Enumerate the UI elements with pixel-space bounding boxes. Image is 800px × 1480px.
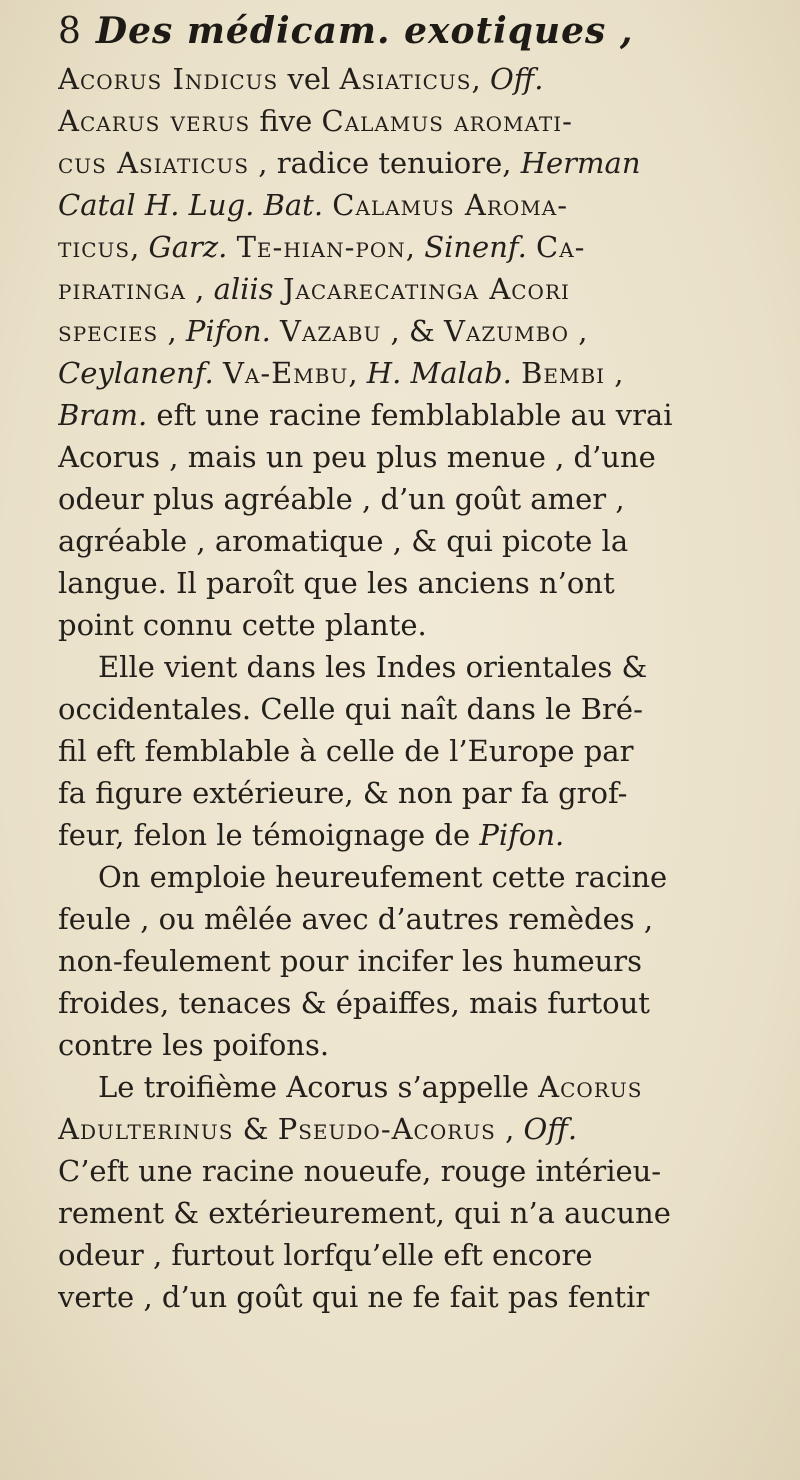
text-line: [58, 520, 778, 562]
text-line: [58, 982, 778, 1024]
text-segment: [323, 188, 332, 222]
text-segment: ,: [495, 1112, 524, 1146]
text-segment: Calamus aromati-: [321, 104, 573, 138]
text-segment: contre les poifons.: [58, 1028, 330, 1062]
text-segment: &: [233, 1112, 278, 1146]
text-segment: Garz.: [148, 230, 228, 264]
text-line: [58, 394, 778, 436]
text-line: [58, 436, 778, 478]
text-line: [58, 646, 778, 688]
text-segment: Herman: [520, 146, 641, 180]
text-segment: verte , d’un goût qui ne fe fait pas fentir: [58, 1280, 650, 1314]
text-segment: fil eft femblable à celle de l’Europe par: [58, 734, 634, 768]
text-segment: Calamus Aroma-: [332, 188, 569, 222]
text-segment: [227, 230, 236, 264]
text-line: [58, 310, 778, 352]
text-segment: ,: [130, 230, 149, 264]
text-segment: ,: [569, 314, 588, 348]
page-number: 8: [58, 11, 82, 52]
text-segment: five: [250, 104, 322, 138]
text-segment: Bembi: [521, 356, 606, 390]
text-segment: ,: [185, 272, 214, 306]
text-segment: Vazabu: [280, 314, 382, 348]
text-segment: rement & extérieurement, qui n’a aucune: [58, 1196, 671, 1230]
text-line: [58, 100, 778, 142]
text-segment: piratinga: [58, 272, 186, 306]
text-segment: Acorus: [538, 1070, 643, 1104]
text-segment: ,: [605, 356, 624, 390]
text-line: [58, 352, 778, 394]
text-segment: Off.: [523, 1112, 578, 1146]
text-segment: aliis: [213, 272, 274, 306]
text-segment: eft une racine femblablable au vrai: [147, 398, 673, 432]
text-segment: [274, 272, 283, 306]
text-segment: odeur , furtout lorfqu’elle eft encore: [58, 1238, 593, 1272]
text-segment: Acorus , mais un peu plus menue , d’une: [58, 440, 656, 474]
text-segment: Catal H. Lug. Bat.: [58, 188, 324, 222]
text-segment: Off.: [489, 62, 544, 96]
text-line: [58, 1024, 778, 1066]
text-segment: Sinenf.: [424, 230, 527, 264]
text-segment: Ceylanenf.: [58, 356, 214, 390]
text-segment: [512, 356, 521, 390]
text-line: [58, 1108, 778, 1150]
text-segment: , radice tenuiore,: [249, 146, 521, 180]
text-segment: ,: [471, 62, 490, 96]
text-line: [58, 772, 778, 814]
text-line: [58, 730, 778, 772]
text-segment: Pifon.: [185, 314, 271, 348]
text-line: [58, 478, 778, 520]
text-segment: [527, 230, 536, 264]
text-line: [58, 898, 778, 940]
text-segment: Ca-: [536, 230, 586, 264]
text-segment: langue. Il paroît que les anciens n’ont: [58, 566, 615, 600]
text-segment: Le troifième Acorus s’appelle: [98, 1070, 539, 1104]
running-title: Des médicam. exotiques ,: [95, 10, 634, 52]
text-line: [58, 814, 778, 856]
text-segment: point connu cette plante.: [58, 608, 427, 642]
text-line: [58, 142, 778, 184]
text-segment: Jacarecatinga Acori: [282, 272, 570, 306]
text-line: [58, 1234, 778, 1276]
text-line: [58, 58, 778, 100]
text-segment: Acarus verus: [58, 104, 251, 138]
text-segment: vel: [278, 62, 340, 96]
text-segment: ,: [405, 230, 425, 264]
text-segment: Acorus Indicus: [58, 62, 279, 96]
body-text: [58, 58, 778, 1318]
text-segment: non-feulement pour incifer les humeurs: [58, 944, 643, 978]
text-segment: Elle vient dans les Indes orientales &: [98, 650, 648, 684]
text-segment: ,: [158, 314, 186, 348]
text-segment: feule , ou mêlée avec d’autres remèdes ,: [58, 902, 654, 936]
text-segment: agréable , aromatique , & qui picote la: [58, 524, 629, 558]
text-segment: Asiaticus: [339, 62, 472, 96]
text-segment: odeur plus agréable , d’un goût amer ,: [58, 482, 625, 516]
text-line: [58, 184, 778, 226]
text-segment: Te-hian-pon: [236, 230, 406, 264]
text-segment: feur, felon le témoignage de: [58, 818, 480, 852]
text-segment: Adulterinus: [58, 1112, 234, 1146]
text-line: [58, 1150, 778, 1192]
text-segment: fa figure extérieure, & non par fa grof-: [58, 776, 628, 810]
text-segment: Pseudo-Acorus: [277, 1112, 496, 1146]
text-segment: [271, 314, 280, 348]
text-segment: Bram.: [58, 398, 148, 432]
text-line: [58, 1066, 778, 1108]
text-segment: H. Malab.: [366, 356, 512, 390]
text-segment: , &: [381, 314, 444, 348]
text-line: [58, 562, 778, 604]
text-segment: occidentales. Celle qui naît dans le Bré-: [58, 692, 643, 726]
text-line: [58, 604, 778, 646]
text-segment: species: [58, 314, 159, 348]
text-segment: On emploie heureufement cette racine: [98, 860, 668, 894]
text-segment: C’eft une racine noueufe, rouge intérieu-: [58, 1154, 662, 1188]
text-segment: froides, tenaces & épaiffes, mais furtout: [58, 986, 650, 1020]
text-line: [58, 268, 778, 310]
text-segment: Va-Embu: [222, 356, 349, 390]
text-segment: [214, 356, 223, 390]
text-line: [58, 940, 778, 982]
text-line: [58, 856, 778, 898]
text-segment: Vazumbo: [444, 314, 570, 348]
text-segment: Pifon.: [479, 818, 565, 852]
text-segment: ,: [348, 356, 367, 390]
text-segment: ticus: [58, 230, 131, 264]
text-line: [58, 1276, 778, 1318]
text-line: [58, 1192, 778, 1234]
text-line: [58, 688, 778, 730]
text-segment: cus Asiaticus: [58, 146, 250, 180]
text-line: [58, 226, 778, 268]
